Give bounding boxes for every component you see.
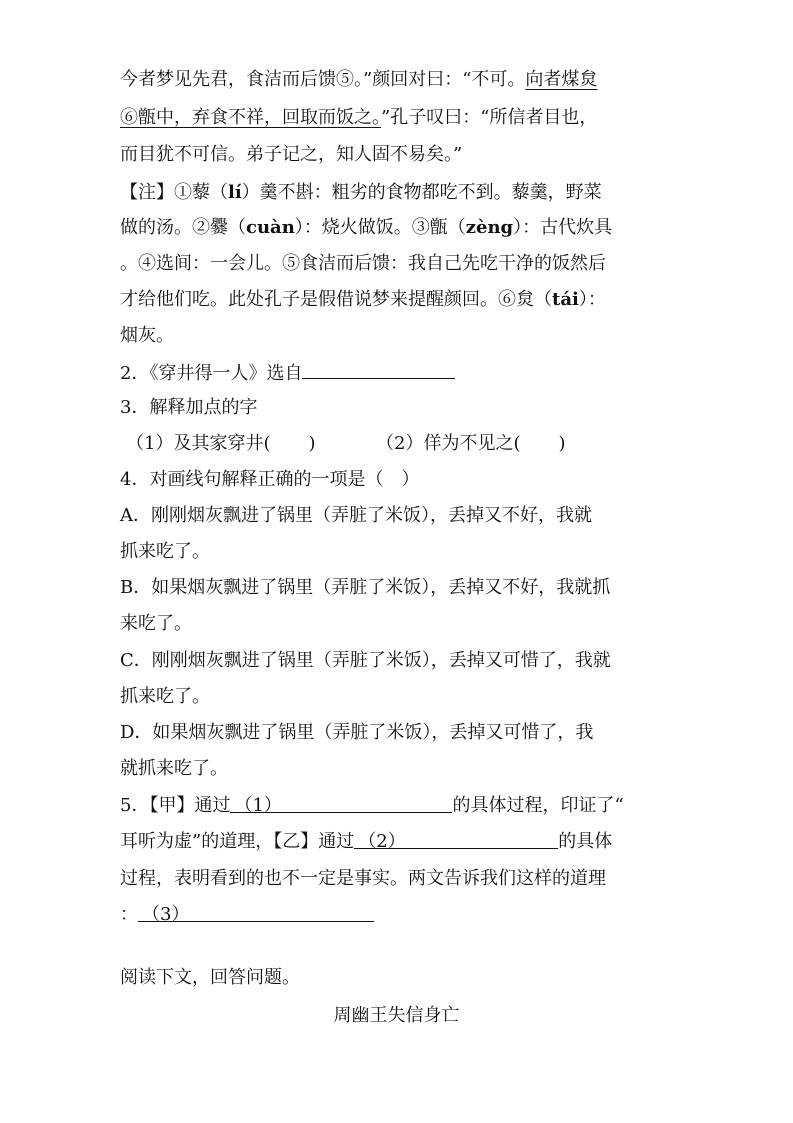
passage-line-3: 而目犹不可信。弟子记之，知人固不易矣。” (120, 144, 463, 165)
note-line-2: 做的汤。②爨（cuàn）：烧火做饭。③甑（zèng）：古代炊具 (120, 217, 613, 238)
question-5-line-1: 5．【甲】通过 （1） 的具体过程，印证了“ (120, 795, 624, 816)
option-a-line-2[interactable]: 抓来吃了。 (120, 541, 210, 562)
note-line-5: 烟灰。 (120, 325, 174, 346)
answer-blank[interactable]: （2） (354, 830, 558, 849)
question-4: 4．对画线句解释正确的一项是（ ） (120, 469, 420, 490)
option-c-line-2[interactable]: 抓来吃了。 (120, 686, 210, 707)
question-3-item-1: （1）及其家穿井( ) (126, 433, 316, 454)
answer-blank[interactable]: （3） (138, 903, 374, 922)
underlined-sentence: 向者煤炱 (525, 69, 598, 90)
question-5-line-3: 过程，表明看到的也不一定是事实。两文告诉我们这样的道理 (120, 868, 606, 889)
pinyin: tái (552, 289, 579, 310)
note-line-4: 才给他们吃。此处孔子是假借说梦来提醒颜回。⑥炱（tái）： (120, 289, 606, 310)
passage-line-2: ⑥甑中，弃食不祥，回取而饭之。”孔子叹曰：“所信者目也， (120, 107, 598, 128)
reading-title: 周幽王失信身亡 (333, 1005, 460, 1026)
option-c-line-1[interactable]: C．刚刚烟灰飘进了锅里（弄脏了米饭），丢掉又可惜了，我就 (120, 650, 611, 671)
answer-blank[interactable] (302, 360, 455, 379)
note-line-1: 【注】①藜（lí）羹不斟：粗劣的食物都吃不到。藜羹，野菜 (120, 182, 602, 203)
answer-blank[interactable]: （1） (230, 794, 452, 813)
pinyin: zèng (465, 217, 514, 238)
underlined-sentence: ⑥甑中，弃食不祥，回取而饭之。 (120, 107, 381, 128)
passage-line-1: 今者梦见先君，食洁而后馈⑤。”颜回对曰：“不可。向者煤炱 (120, 69, 598, 90)
question-2: 2．《穿井得一人》选自 (120, 360, 455, 386)
pinyin: lí (228, 182, 242, 203)
option-b-line-1[interactable]: B．如果烟灰飘进了锅里（弄脏了米饭），丢掉又不好，我就抓 (120, 577, 611, 598)
reading-instruction: 阅读下文，回答问题。 (120, 967, 300, 988)
option-d-line-2[interactable]: 就抓来吃了。 (120, 758, 228, 779)
question-3: 3．解释加点的字 (120, 397, 258, 418)
option-d-line-1[interactable]: D．如果烟灰飘进了锅里（弄脏了米饭），丢掉又可惜了，我 (120, 722, 594, 743)
option-b-line-2[interactable]: 来吃了。 (120, 613, 192, 634)
option-a-line-1[interactable]: A．刚刚烟灰飘进了锅里（弄脏了米饭），丢掉又不好，我就 (120, 505, 592, 526)
note-line-3: 。④选间：一会儿。⑤食洁而后馈：我自己先吃干净的饭然后 (120, 253, 606, 274)
pinyin: cuàn (246, 217, 295, 238)
question-5-line-2: 耳听为虚”的道理，【乙】通过 （2） 的具体 (120, 831, 613, 852)
question-5-line-4: ： （3） (120, 903, 374, 927)
question-3-item-2: （2）佯为不见之( ) (376, 433, 566, 454)
